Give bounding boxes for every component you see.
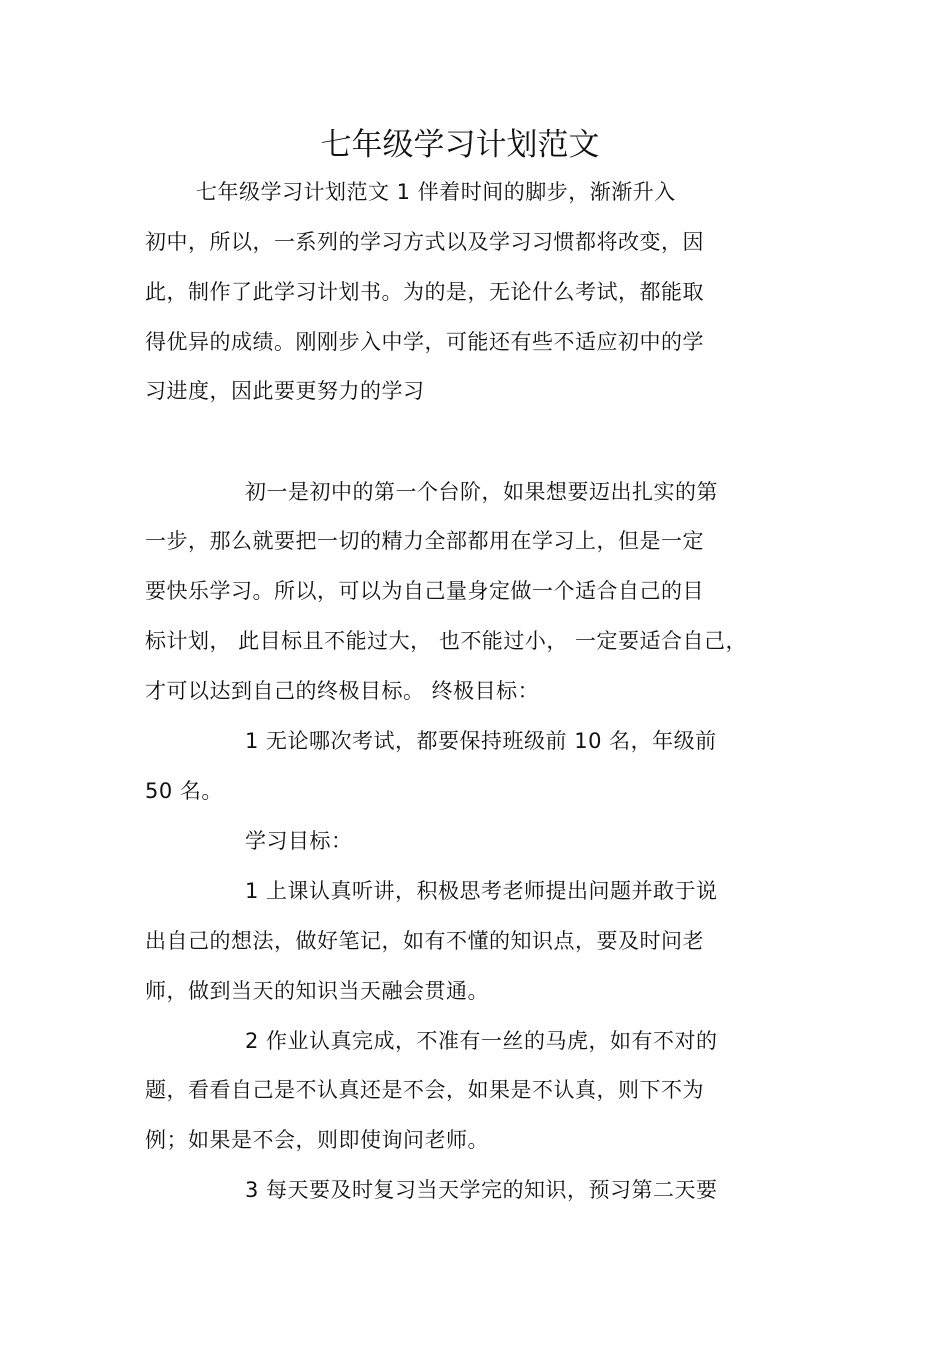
- text-line: 2 作业认真完成，不准有一丝的马虎，如有不对的: [245, 1029, 718, 1053]
- text-line: 才可以达到自己的终极目标。 终极目标：: [145, 679, 540, 703]
- text-line: 1 无论哪次考试，都要保持班级前 10 名，年级前: [245, 729, 717, 753]
- text-line: 50 名。: [145, 779, 223, 803]
- text-line: 初一是初中的第一个台阶，如果想要迈出扎实的第: [245, 480, 718, 504]
- text-line: 得优异的成绩。刚刚步入中学，可能还有些不适应初中的学: [145, 330, 704, 354]
- text-line: 3 每天要及时复习当天学完的知识，预习第二天要: [245, 1178, 718, 1202]
- text-line: 一步，那么就要把一切的精力全部都用在学习上，但是一定: [145, 529, 704, 553]
- text-line: 出自己的想法，做好笔记，如有不懂的知识点，要及时问老: [145, 929, 704, 953]
- text-line: 1 上课认真听讲，积极思考老师提出问题并敢于说: [245, 879, 718, 903]
- text-line: 初中，所以，一系列的学习方式以及学习习惯都将改变，因: [145, 230, 704, 254]
- text-line: 例；如果是不会，则即使询问老师。: [145, 1128, 489, 1152]
- text-line: 师，做到当天的知识当天融会贯通。: [145, 979, 489, 1003]
- text-line: 要快乐学习。所以，可以为自己量身定做一个适合自己的目: [145, 579, 704, 603]
- text-line: 标计划， 此目标且不能过大， 也不能过小， 一定要适合自己，: [145, 629, 748, 653]
- text-line: 学习目标：: [245, 829, 353, 853]
- document-title: 七年级学习计划范文: [320, 127, 600, 163]
- text-line: 七年级学习计划范文 1 伴着时间的脚步，渐渐升入: [196, 180, 676, 204]
- text-line: 此，制作了此学习计划书。为的是，无论什么考试，都能取: [145, 280, 704, 304]
- text-line: 题，看看自己是不认真还是不会，如果是不认真，则下不为: [145, 1078, 704, 1102]
- text-line: 习进度，因此要更努力的学习: [145, 379, 425, 403]
